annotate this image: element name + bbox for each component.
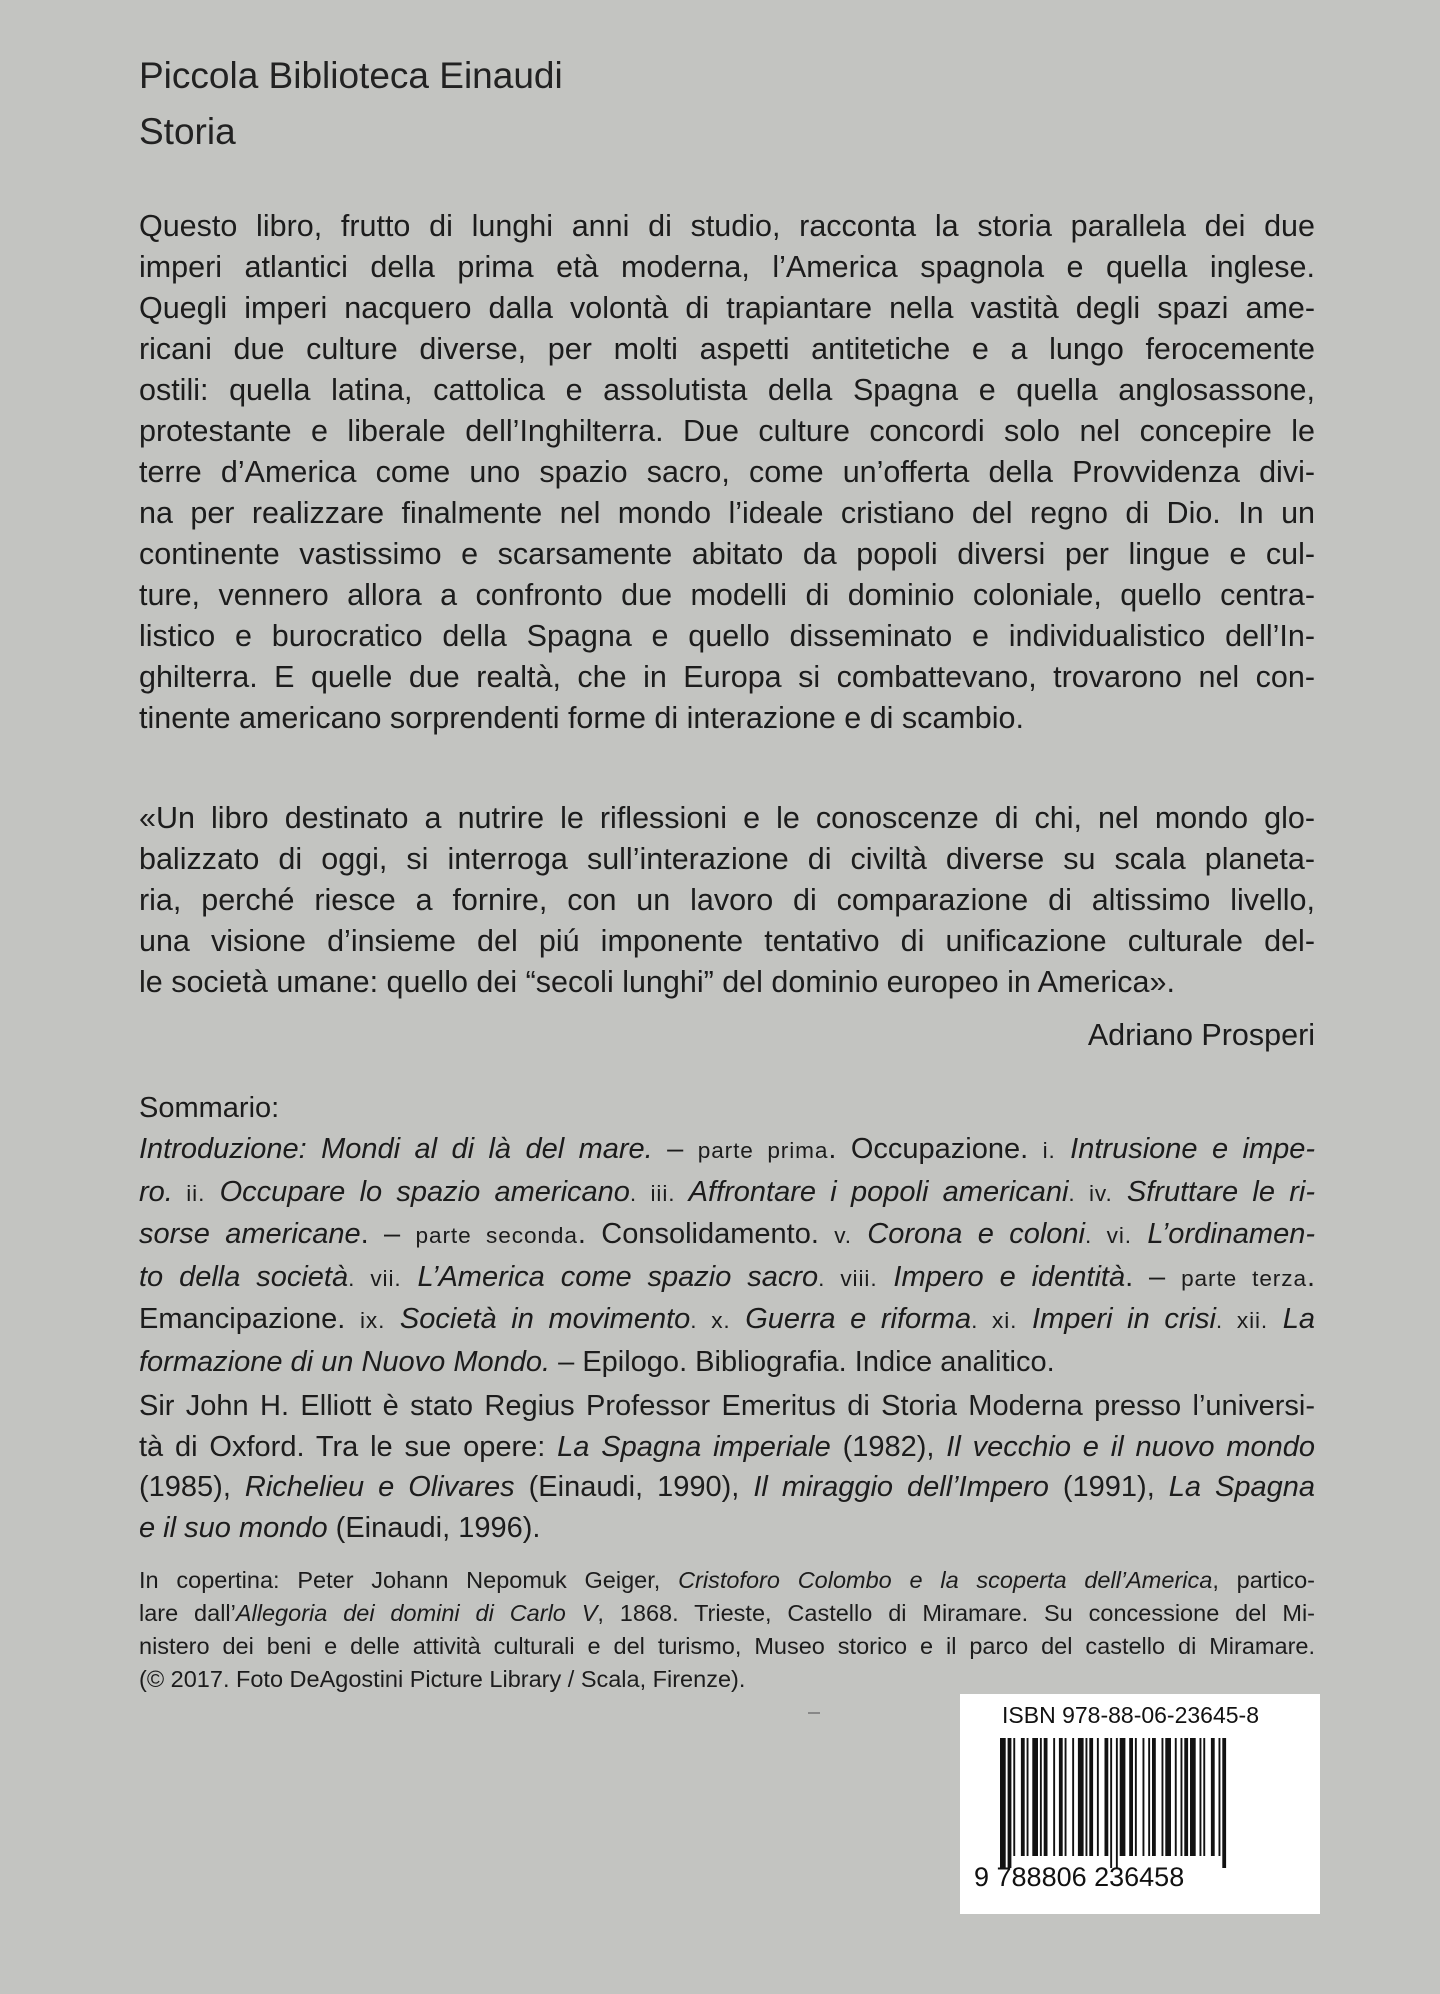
- isbn-number: ISBN 978-88-06-23645-8: [1002, 1702, 1259, 1728]
- table-of-contents: Introduzione: Mondi al di là del mare. – parte prima. Occupazione. i. Intrusione e impe- ro. ii. Occupare lo spazio americano. iii. Affrontare i popoli americani. iv. Sfruttare le ri- sorse americane. – parte seconda. Consolidamento. v. Corona e coloni. vi. L’ordinamen- to della società. vii. L’America come spazio sacro. viii. Impero e identità. – parte terza. Emancipazione. ix. Società in movimento. x. Guerra e riforma. xi. Imperi in crisi. xii. La formazione di un Nuovo Mondo. – Epilogo. Bibliografia. Indice analitico.: [139, 1133, 1316, 1378]
- quote-line: le società umane: quello dei “secoli lunghi” del dominio europeo in America».: [139, 965, 1175, 999]
- blurb-line: ricani due culture diverse, per molti aspetti antitetiche e a lungo ferocemente: [139, 332, 1315, 366]
- sommario-label: Sommario:: [139, 1092, 280, 1124]
- quote-paragraph: [139, 798, 1315, 1003]
- author-bio: Sir John H. Elliott è stato Regius Professor Emeritus di Storia Moderna presso l’universi- tà di Oxford. Tra le sue opere: La Spagna imperiale (1982), Il vecchio e il nuovo mondo (1985), Richelieu e Olivares (Einaudi, 1990), Il miraggio dell’Impero (1991), La Spagna e il suo mondo (Einaudi, 1996).: [139, 1390, 1316, 1544]
- blurb-paragraph: [139, 206, 1315, 739]
- quote-line: «Un libro destinato a nutrire le riflessioni e le conoscenze di chi, nel mondo glo-: [139, 801, 1315, 835]
- barcode-icon: [1000, 1738, 1290, 1868]
- blurb-line: ostili: quella latina, cattolica e assolutista della Spagna e quella anglosassone,: [139, 373, 1315, 407]
- quote-attribution: Adriano Prosperi: [1087, 1018, 1315, 1052]
- blurb-line: Quegli imperi nacquero dalla volontà di trapiantare nella vastità degli spazi ame-: [139, 291, 1315, 325]
- blurb-line: Questo libro, frutto di lunghi anni di studio, racconta la storia parallela dei due: [139, 209, 1315, 243]
- divider-mark: [808, 1712, 820, 1714]
- blurb-line: listico e burocratico della Spagna e quello disseminato e individualistico dell’In-: [139, 619, 1315, 653]
- blurb-line: ture, vennero allora a confronto due modelli di dominio coloniale, quello centra-: [139, 578, 1315, 612]
- blurb-line: na per realizzare finalmente nel mondo l’ideale cristiano del regno di Dio. In un: [139, 496, 1315, 530]
- blurb-line: continente vastissimo e scarsamente abitato da popoli diversi per lingue e cul-: [139, 537, 1315, 571]
- series-name: Piccola Biblioteca Einaudi: [139, 55, 563, 96]
- blurb-line: imperi atlantici della prima età moderna, l’America spagnola e quella inglese.: [139, 250, 1315, 284]
- blurb-line: terre d’America come uno spazio sacro, come un’offerta della Provvidenza divi-: [139, 455, 1315, 489]
- series-subject: Storia: [139, 111, 236, 152]
- series-title: [139, 48, 563, 160]
- quote-line: ria, perché riesce a fornire, con un lavoro di comparazione di altissimo livello,: [139, 883, 1315, 917]
- blurb-line: protestante e liberale dell’Inghilterra. Due culture concordi solo nel concepire le: [139, 414, 1315, 448]
- quote-line: balizzato di oggi, si interroga sull’interazione di civiltà diverse su scala planeta-: [139, 842, 1315, 876]
- blurb-line: ghilterra. E quelle due realtà, che in Europa si combattevano, trovarono nel con-: [139, 660, 1315, 694]
- quote-line: una visione d’insieme del piú imponente tentativo di unificazione culturale del-: [139, 924, 1315, 958]
- blurb-line: tinente americano sorprendenti forme di interazione e di scambio.: [139, 701, 1024, 735]
- barcode-label: [960, 1694, 1320, 1914]
- cover-credits: In copertina: Peter Johann Nepomuk Geiger, Cristoforo Colombo e la scoperta dell’America, partico- lare dall’Allegoria dei domini di Carlo V, 1868. Trieste, Castello di Miramare. Su concessione del Mi- nistero dei beni e delle attività culturali e del turismo, Museo storico e il parco del castello di Miramare. (© 2017. Foto DeAgostini Picture Library / Scala, Firenze).: [139, 1567, 1315, 1692]
- ean-digits: 9 788806 236458: [974, 1862, 1185, 1892]
